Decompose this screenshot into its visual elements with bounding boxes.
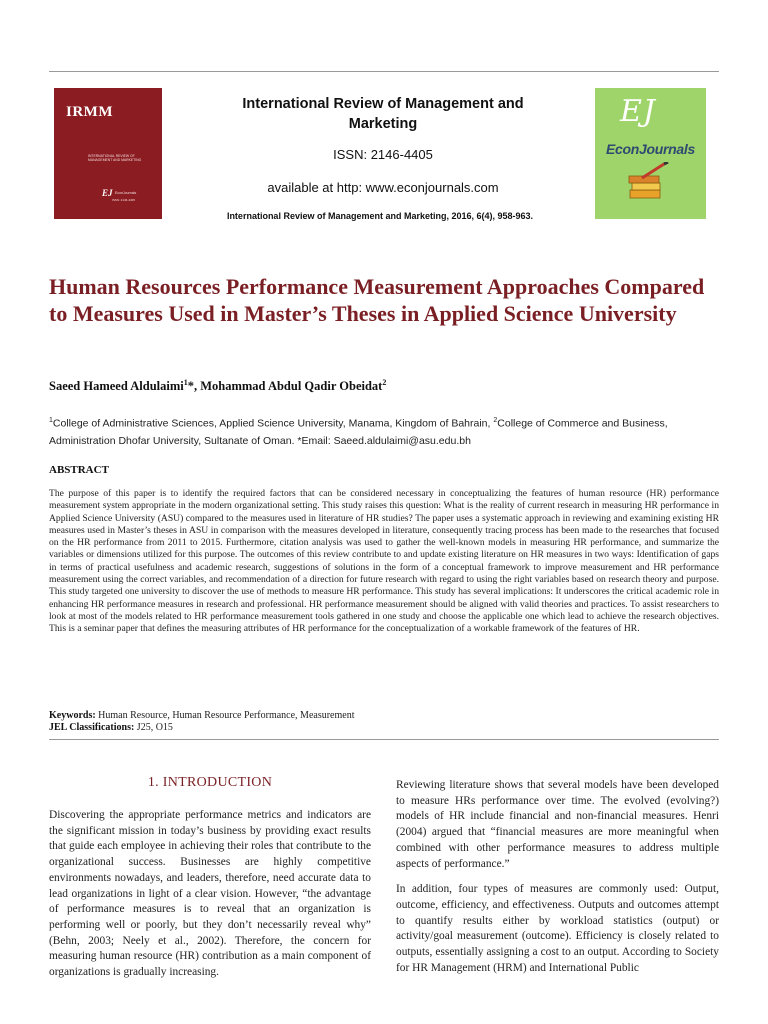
- paper-title: Human Resources Performance Measurement Approaches Compared to Measures Used in Master’s Theses in Applied Science University: [49, 274, 705, 326]
- journal-cover-image: [54, 88, 162, 219]
- logo-ej-mark: EJ: [620, 94, 656, 129]
- issn: ISSN: 2146-4405: [333, 147, 433, 162]
- cover-ej-mark: EJ: [102, 188, 113, 198]
- author-name: Mohammad Abdul Qadir Obeidat: [200, 379, 383, 394]
- keywords-label: Keywords:: [49, 710, 96, 721]
- jel-value: J25, O15: [136, 722, 173, 733]
- affiliation-text: College of Commerce and Business, Administration Dhofar University, Sultanate of Oman. *Email: Saeed.aldulaimi@asu.edu.bh: [49, 417, 668, 447]
- jel-line: [49, 722, 719, 734]
- left-column-paragraph: Discovering the appropriate performance metrics and indicators are the significant mission in today’s business by providing exact results that guide each employee in achieving their roles that contribute to the organizational success. Businesses are highly competitive environments nowadays, and leaders, therefore, need accurate data to lead organizations in light of a clear vision. However, “the advantage of performance measures is to reveal that an organization is performing well or poorly, but they don’t necessarily reveal why” (Behn, 2003; Neely et al., 2002). Therefore, the concern for measuring human resource (HR) contribution as a main component of organizations is gradually increasing.: [49, 809, 371, 979]
- author-name: Saeed Hameed Aldulaimi: [49, 379, 184, 394]
- abstract-text: The purpose of this paper is to identify the required factors that can be considered necessary in conceptualizing the features of human resource (HR) performance measurement system appropriate in the modern organizational setting. This study raises this question: What is the reality of current research in measuring HR performance in Applied Science University (ASU) compared to the measures used in literature of HR studies? The paper uses a systematic approach in reviewing and examining existing HR measures used in Master’s theses in ASU in comparison with the measures developed in literature, consequently tracing process has been made to the researches that focused on the HR performance from 2011 to 2015. Furthermore, citation analysis was used to gather the well-known models in measuring HR performance, and summarize the variables or dimensions utilized for this purpose. The outcomes of this review contribute to and update existing literature on HR measures in two ways: Identification of gaps in terms of practical usefulness and academic research, suggestions of solutions in the form of a conceptual framework to improve measurement and HR performance measurement using the correct variables, and recommendation of a direction for future research with regard to using the right variables based on research theory and purpose. This study targeted one university to discover the use of methods to measure HR performance. This study has several implications: It underscores the critical academic role in enhancing HR performance measures in research and professional. HR performance measurement should be aligned with valid theories and practices. To assist researchers to look at most of the models related to HR performance measurement tools gathered in one study and choose the applicable one which lead to achieve the research objectives. This is a seminar paper that defines the measuring attributes of HR performance for the conceptualization of a workable framework of the features of HR.: [49, 488, 719, 635]
- keywords-line: [49, 710, 719, 722]
- cover-issn: ISSN: 2146-4405: [112, 198, 136, 202]
- citation-line: International Review of Management and Marketing, 2016, 6(4), 958-963.: [226, 211, 534, 221]
- affiliation-text: College of Administrative Sciences, Applied Science University, Manama, Kingdom of Bahrain,: [52, 417, 494, 430]
- cover-abbrev: IRMM: [66, 104, 113, 120]
- right-column-paragraph: In addition, four types of measures are commonly used: Output, outcome, efficiency, and effectiveness. Outputs and outcomes attempt to quantify results either by workload statistics (output) or activity/goal measurement (outcome). Efficiency is closely related to outputs, essentially assigning a cost to an output. According to Society for HR Management (HRM) and International Public: [396, 883, 719, 974]
- section-heading: 1. INTRODUCTION: [147, 775, 273, 790]
- corresponding-mark: *,: [187, 379, 201, 394]
- journal-name: International Review of Management and Marketing: [242, 96, 524, 132]
- author-superscript: 1: [183, 378, 188, 387]
- header-rule: [49, 71, 719, 72]
- affiliation-superscript: 1: [49, 417, 53, 424]
- cover-ej-sub: EconJournals: [115, 191, 137, 195]
- keywords-value: Human Resource, Human Resource Performance, Measurement: [98, 710, 355, 721]
- right-column: [396, 778, 719, 986]
- affiliation-superscript: 2: [493, 417, 498, 424]
- cover-small-text: INTERNATIONAL REVIEW OF MANAGEMENT AND MARKETING: [88, 154, 142, 162]
- keywords-block: [49, 710, 719, 734]
- author-superscript: 2: [382, 378, 387, 387]
- affiliations: [49, 412, 719, 450]
- abstract-rule: [49, 739, 719, 740]
- econjournals-logo: [595, 88, 706, 219]
- availability-link[interactable]: available at http: www.econjournals.com: [267, 180, 499, 195]
- right-column-paragraph: Reviewing literature shows that several models have been developed to measure HRs performance over time. The evolved (evolving?) models of HR include financial and non-financial measures. Henri (2004) argued that “financial measures are more meaningful when combined with other performance measures to address multiple aspects of performance.”: [396, 779, 719, 870]
- abstract-heading: ABSTRACT: [49, 464, 109, 476]
- logo-name: EconJournals: [606, 141, 695, 157]
- author-list: [49, 378, 719, 394]
- jel-label: JEL Classifications:: [49, 722, 135, 733]
- books-pencil-icon: [628, 162, 672, 204]
